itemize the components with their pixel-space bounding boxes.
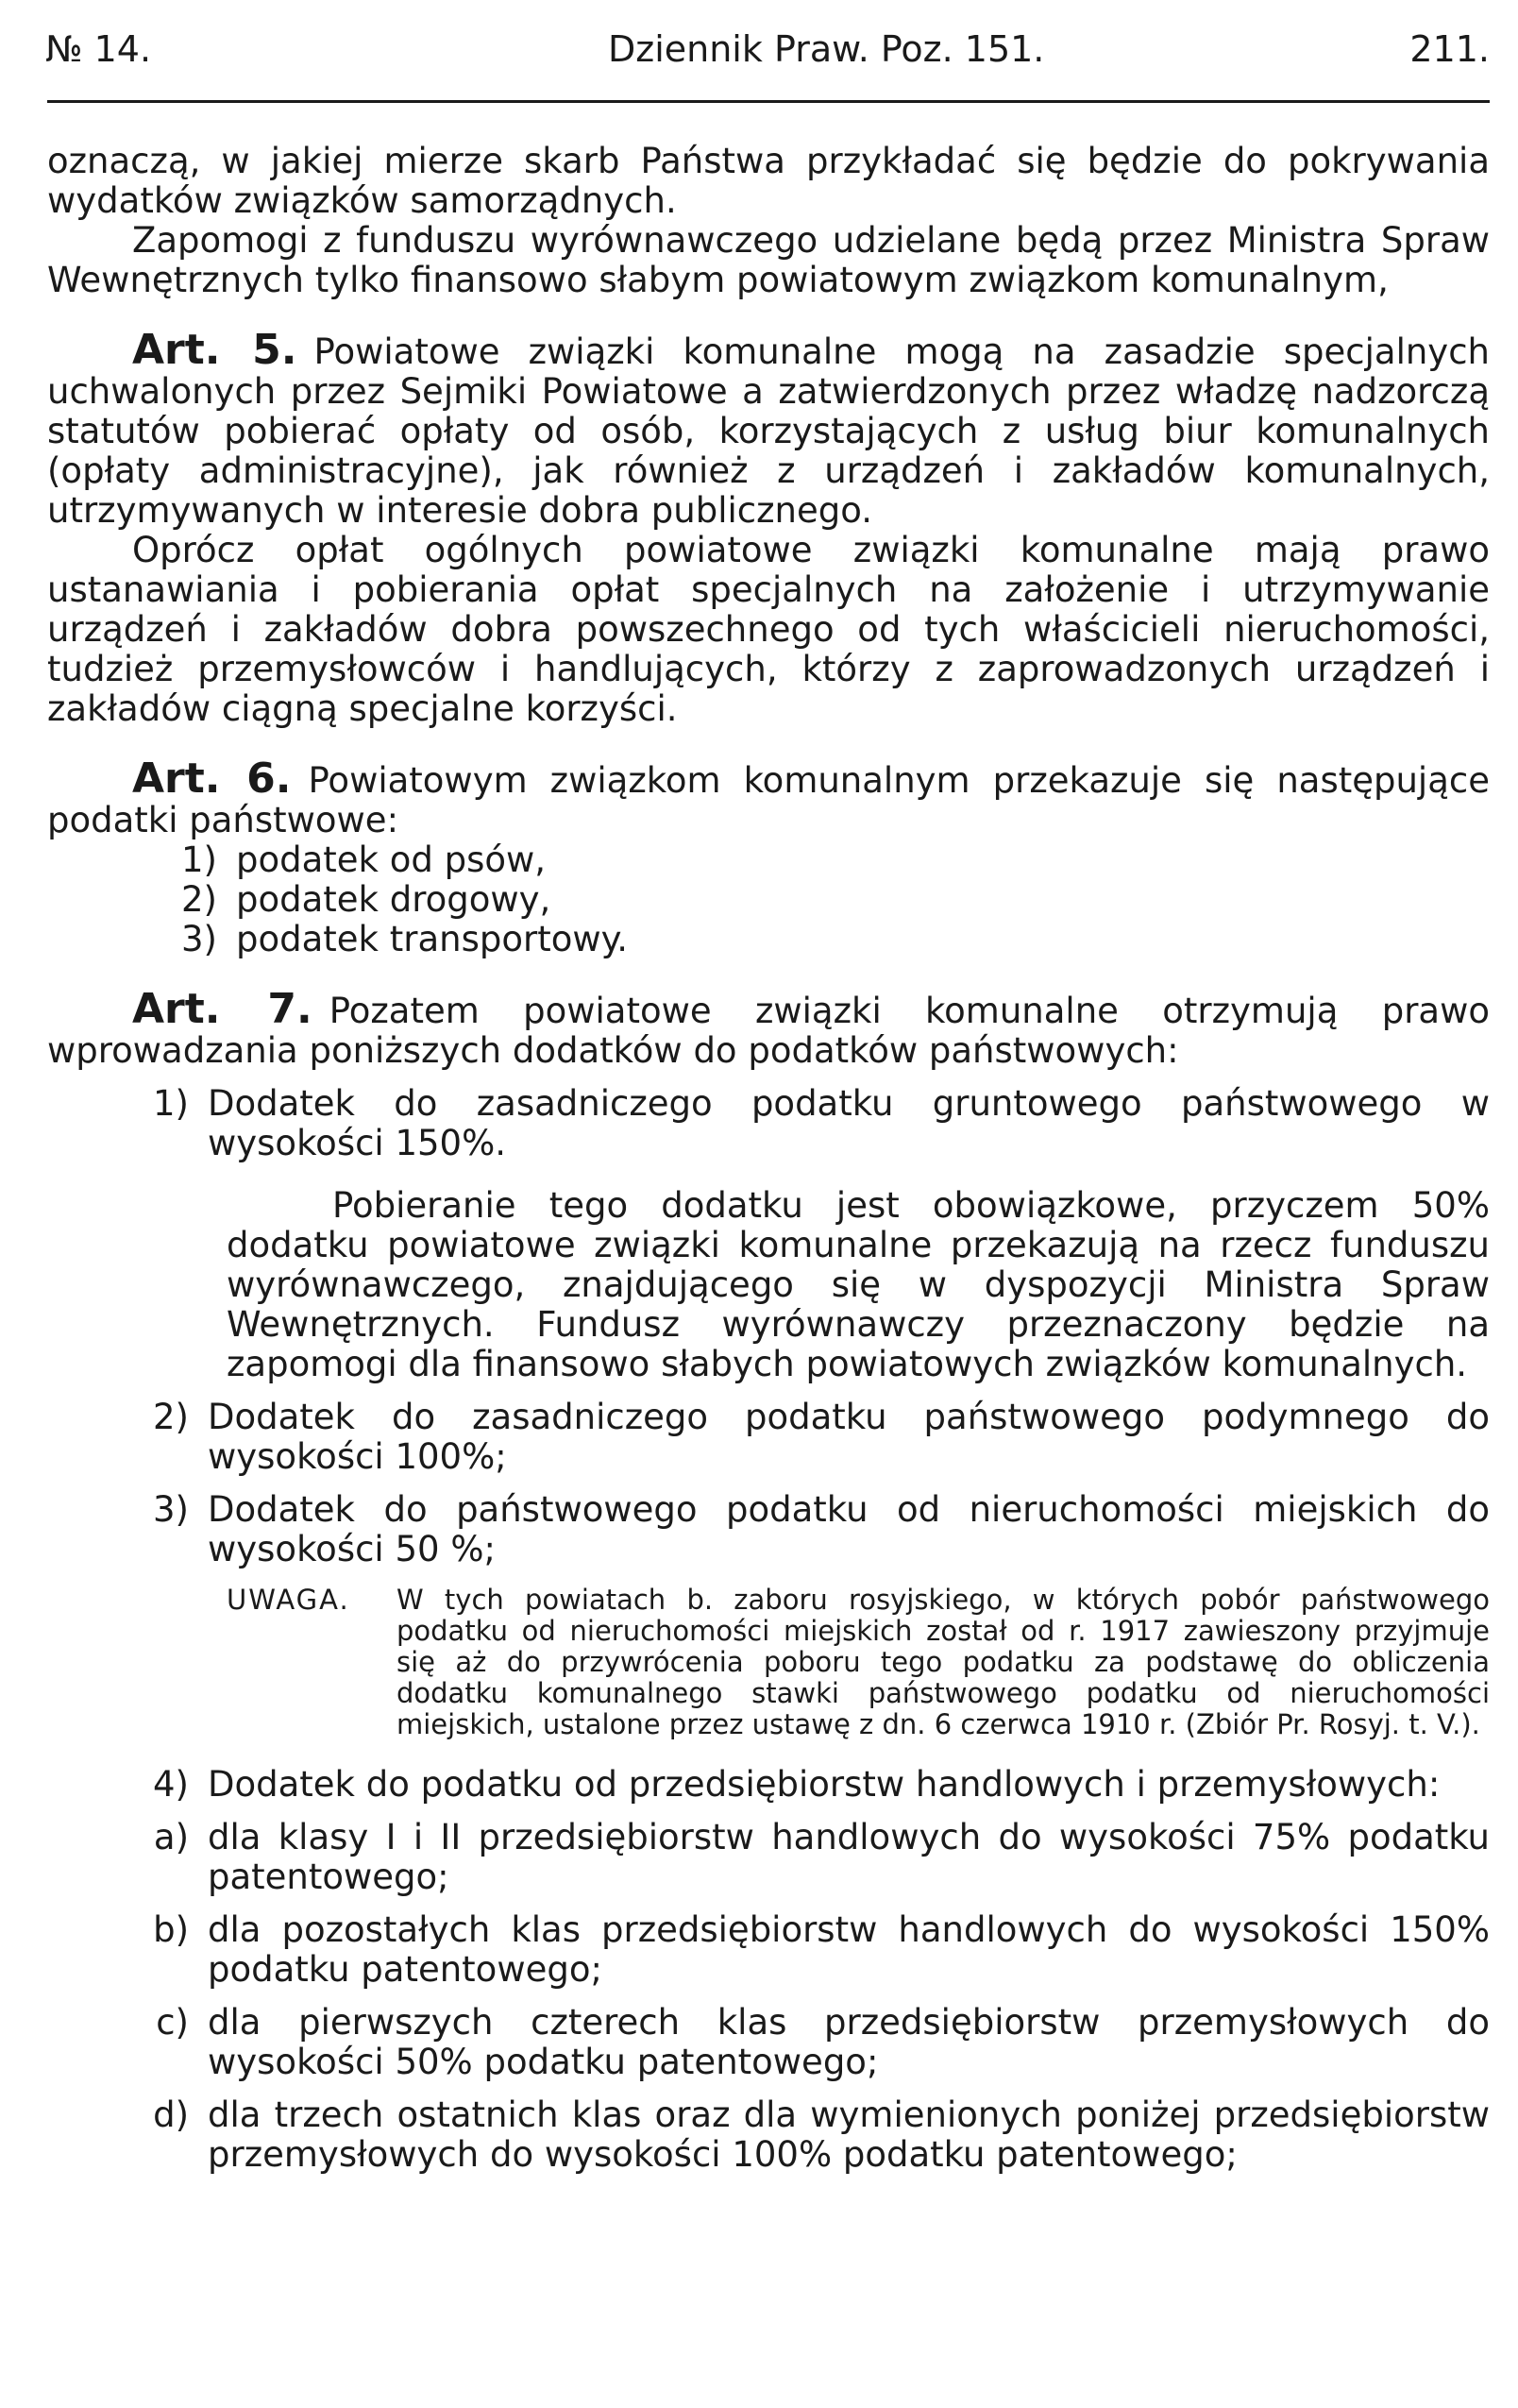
art5-paragraph-1 <box>47 326 1490 531</box>
page-header <box>45 21 1490 77</box>
document-body <box>47 142 1490 2175</box>
list-item-number: 1) <box>153 1083 189 1124</box>
art6-paragraph <box>47 755 1490 840</box>
sub-list-item <box>47 1910 1490 1990</box>
art7-text: Pozatem powiatowe związki komunalne otrzymują prawo wprowadzania poniższych dodatków do podatków państwowych: <box>47 991 1490 1071</box>
list-item-text: Dodatek do podatku od przedsiębiorstw handlowych i przemysłowych: <box>208 1764 1441 1805</box>
list-item <box>47 920 1490 959</box>
sub-list-item-letter: a) <box>153 1817 189 1857</box>
list-item-number: 4) <box>153 1764 189 1805</box>
list-item-number: 2) <box>153 1397 189 1437</box>
art6-text: Powiatowym związkom komunalnym przekazuje się następujące podatki państwowe: <box>47 760 1490 840</box>
sub-list-item <box>47 2003 1490 2082</box>
intro-paragraph-1: oznaczą, w jakiej mierze skarb Państwa przykładać się będzie do pokrywania wydatków związków samorządnych. <box>47 141 1490 221</box>
sub-list-item-letter: c) <box>156 2002 189 2043</box>
list-item-text: Dodatek do zasadniczego podatku państwowego podymnego do wysokości 100%; <box>208 1397 1490 1477</box>
item1-note-text: Pobieranie tego dodatku jest obowiązkowe, przyczem 50% dodatku powiatowe związki komunalne przekazują na rzecz funduszu wyrównawczego, znajdującego się w dyspozycji Ministra Spraw Wewnętrznych. Fundusz wyrównawczy przeznaczony będzie na zapomogi dla finansowo słabych powiatowych związków komunalnych. <box>227 1185 1490 1384</box>
item1-note <box>47 1186 1490 1384</box>
list-item-text: Dodatek do państwowego podatku od nieruchomości miejskich do wysokości 50 %; <box>208 1489 1490 1569</box>
list-item <box>47 1398 1490 1477</box>
art7-list <box>47 1084 1490 2175</box>
art5-paragraph-2: Oprócz opłat ogólnych powiatowe związki komunalne mają prawo ustanawiania i pobierania opłat specjalnych na założenie i utrzymywanie urządzeń i zakładów dobra powszechnego od tych właścicieli nieruchomości, tudzież przemysłowców i handlujących, którzy z zaprowadzonych urządzeń i zakładów ciągną specjalne korzyści. <box>47 530 1490 729</box>
list-item-text: Dodatek do zasadniczego podatku gruntowego państwowego w wysokości 150%. <box>208 1083 1490 1163</box>
uwaga-label: UWAGA. <box>227 1584 350 1616</box>
sub-list-item-text: dla pozostałych klas przedsiębiorstw handlowych do wysokości 150% podatku patentowego; <box>208 1909 1490 1990</box>
list-item-text: podatek od psów, <box>236 839 547 880</box>
list-item <box>47 1765 1490 1805</box>
art7-paragraph <box>47 985 1490 1071</box>
issue-number: № 14. <box>45 28 152 70</box>
list-item <box>47 840 1490 880</box>
art6-label: Art. 6. <box>132 755 292 803</box>
list-item <box>47 1084 1490 1163</box>
sub-list-item-text: dla pierwszych czterech klas przedsiębiorstw przemysłowych do wysokości 50% podatku patentowego; <box>208 2002 1490 2082</box>
sub-list-item-letter: d) <box>153 2094 189 2135</box>
header-rule <box>47 100 1490 103</box>
journal-title: Dziennik Praw. Poz. 151. <box>608 28 1045 70</box>
list-item <box>47 880 1490 920</box>
list-item-number: 3) <box>181 919 217 959</box>
art5-text: Powiatowe związki komunalne mogą na zasadzie specjalnych uchwalonych przez Sejmiki Powiatowe a zatwierdzonych przez władzę nadzorczą statutów pobierać opłaty od osób, korzystających z usług biur komunalnych (opłaty administracyjne), jak również z urządzeń i zakładów komunalnych, utrzymywanych w interesie dobra publicznego. <box>47 331 1490 531</box>
uwaga-note <box>227 1585 1490 1740</box>
art7-label: Art. 7. <box>132 985 312 1033</box>
sub-list-item <box>47 2095 1490 2175</box>
list-item-number: 3) <box>153 1489 189 1530</box>
art6-list <box>47 840 1490 959</box>
list-item <box>47 1490 1490 1569</box>
list-item-text: podatek transportowy. <box>236 919 628 959</box>
list-item-text: podatek drogowy, <box>236 879 551 920</box>
intro-paragraph-2: Zapomogi z funduszu wyrównawczego udzielane będą przez Ministra Spraw Wewnętrznych tylko finansowo słabym powiatowym związkom komunalnym, <box>47 220 1490 300</box>
page-number: 211. <box>1409 28 1490 70</box>
list-item-number: 1) <box>181 839 217 880</box>
sub-list-item-text: dla trzech ostatnich klas oraz dla wymienionych poniżej przedsiębiorstw przemysłowych do wysokości 100% podatku patentowego; <box>208 2094 1490 2175</box>
sub-list-item <box>47 1818 1490 1897</box>
sub-list-item-letter: b) <box>153 1909 189 1950</box>
sub-list-item-text: dla klasy I i II przedsiębiorstw handlowych do wysokości 75% podatku patentowego; <box>208 1817 1490 1897</box>
list-item-number: 2) <box>181 879 217 920</box>
uwaga-text: W tych powiatach b. zaboru rosyjskiego, w których pobór państwowego podatku od nieruchomości miejskich został od r. 1917 zawieszony przyjmuje się aż do przywrócenia poboru tego podatku za podstawę do obliczenia dodatku komunalnego stawki państwowego podatku od nieruchomości miejskich, ustalone przez ustawę z dn. 6 czerwca 1910 r. (Zbiór Pr. Rosyj. t. V.). <box>396 1584 1490 1740</box>
art5-label: Art. 5. <box>132 326 297 374</box>
